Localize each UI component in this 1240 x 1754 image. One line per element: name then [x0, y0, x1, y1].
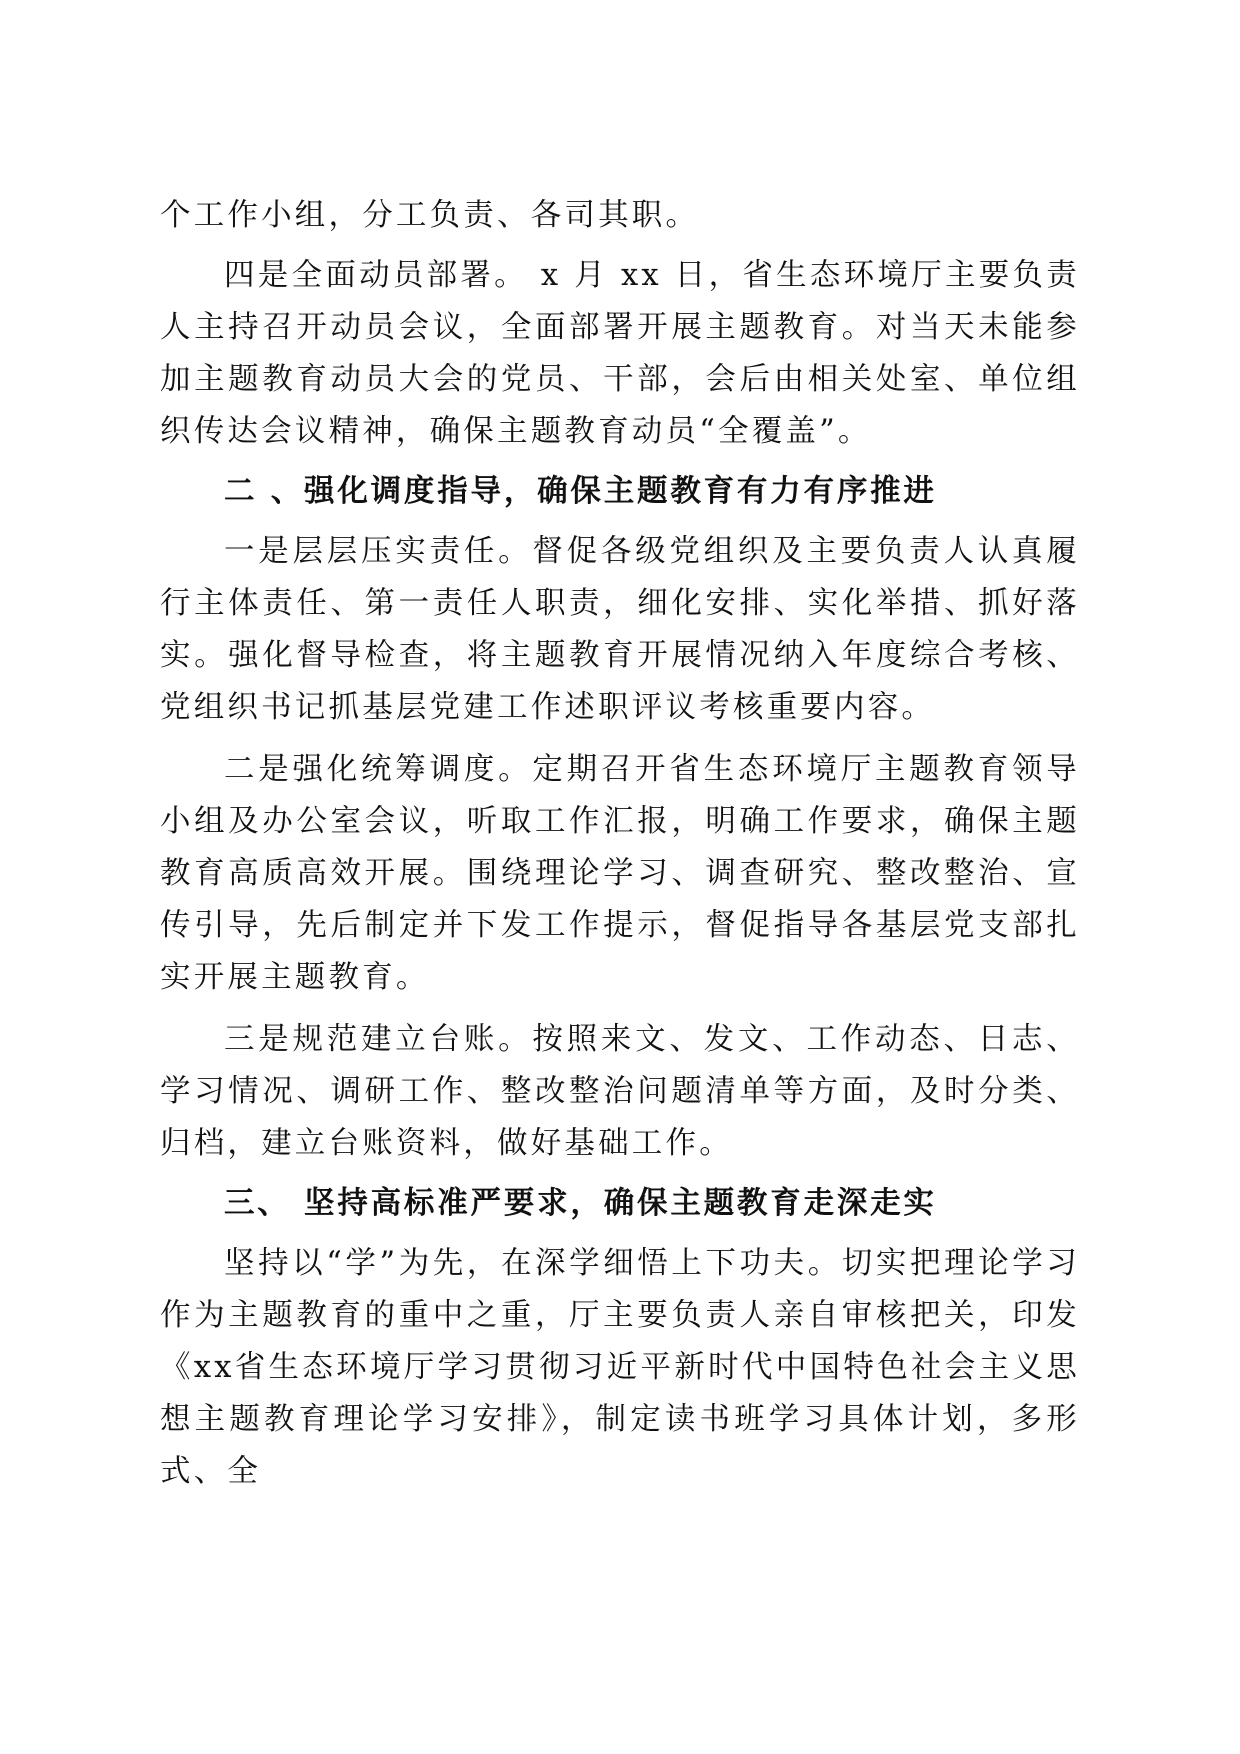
paragraph-ledger: 三是规范建立台账。按照来文、发文、工作动态、日志、学习情况、调研工作、整改整治问题清单等方面，及时分类、归档，建立台账资料，做好基础工作。: [160, 1022, 1080, 1161]
paragraph-responsibility: 一是层层压实责任。督促各级党组织及主要负责人认真履行主体责任、第一责任人职责，细化安排、实化举措、抓好落实。强化督导检查，将主题教育开展情况纳入年度综合考核、党组织书记抓基层党建工作述职评议考核重要内容。: [160, 534, 1080, 725]
section-heading-3: 三、 坚持高标准严要求，确保主题教育走深走实: [224, 1186, 937, 1221]
section-heading-2: 二 、强化调度指导，确保主题教育有力有序推进: [224, 474, 937, 509]
paragraph-coordination: 二是强化统筹调度。定期召开省生态环境厅主题教育领导小组及办公室会议，听取工作汇报，明确工作要求，确保主题教育高质高效开展。围绕理论学习、调查研究、整改整治、宣传引导，先后制定并下发工作提示，督促指导各基层党支部扎实开展主题教育。: [160, 752, 1080, 995]
paragraph-continuation: 个工作小组，分工负责、各司其职。: [160, 198, 700, 233]
paragraph-mobilization: 四是全面动员部署。 x 月 xx 日，省生态环境厅主要负责人主持召开动员会议，全面部署开展主题教育。对当天未能参加主题教育动员大会的党员、干部，会后由相关处室、单位组织传达会议精神，确保主题教育动员“全覆盖”。: [160, 258, 1080, 449]
document-page: [160, 190, 1080, 1498]
paragraph-study: 坚持以“学”为先，在深学细悟上下功夫。切实把理论学习作为主题教育的重中之重，厅主要负责人亲自审核把关，印发《xx省生态环境厅学习贯彻习近平新时代中国特色社会主义思想主题教育理论学习安排》，制定读书班学习具体计划，多形式、全: [160, 1246, 1080, 1489]
